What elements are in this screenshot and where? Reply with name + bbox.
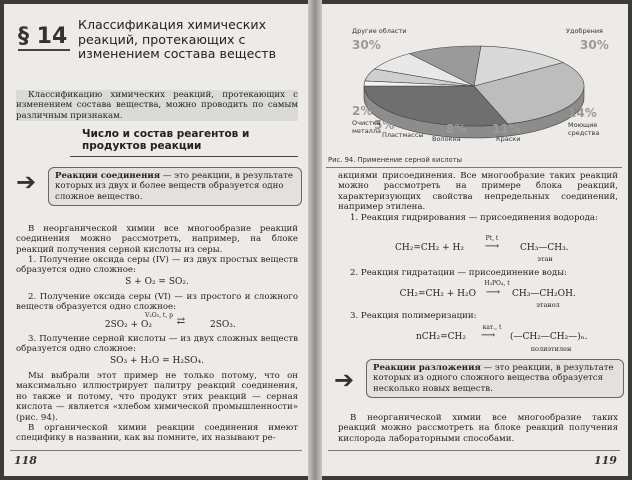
equation-3-product-name: полиэтилен [530, 345, 572, 353]
intro-paragraph: Классификацию химических реакций, протекающих с изменением состава вещества, можно проводить по самым различным признакам. [16, 90, 298, 121]
step-1-text: 1. Реакция гидрирования — присоединения водорода: [350, 213, 598, 223]
equation-2-product-name: этанол [536, 301, 560, 309]
reaction-arrow-icon: ⟶ [484, 241, 500, 252]
reaction-arrow-icon: ⟶ [480, 330, 496, 341]
pie-label-fertilizers: Удобрения [566, 27, 603, 35]
pie-label-fibers: Волокна [432, 135, 461, 143]
equation-2-condition: H₃PO₄, t [484, 280, 510, 287]
definition-box-decomposition [366, 359, 624, 398]
equation-2-left: CH₂=CH₂ + H₂O [399, 289, 476, 299]
pie-label-plastics: Пластмассы [382, 131, 424, 139]
step-3-text: 3. Получение серной кислоты — из двух сложных веществ образуется одно сложное: [16, 334, 298, 355]
footer-rule [10, 450, 302, 451]
equation-1-right: CH₃—CH₃. [520, 243, 569, 253]
footer-rule [328, 450, 620, 451]
equation-1: S + O₂ = SO₂. [125, 277, 189, 287]
pie-pct-paints: 11% [492, 122, 521, 136]
caption-rule [326, 167, 622, 168]
definition-text: — это реакции, в результате которых из одного сложного вещества образуется несколько новых веществ. [373, 363, 614, 394]
section-number: § 14 [18, 24, 70, 51]
equation-2-right: CH₃—CH₂OH. [512, 289, 576, 299]
left-page [4, 4, 308, 476]
page-number: 118 [14, 454, 37, 467]
paragraph-addition: акциями присоединения. Все многообразие таких реакций можно рассмотреть на примере блока реакций, характеризующих свойства непредельных соединений, например этилена. [338, 171, 618, 213]
paragraph-intro-inorganic: В неорганической химии все многообразие реакций соединения можно рассмотреть, например, на блоке реакций получения серной кислоты из серы. [16, 224, 298, 255]
pie-label-other: Другие области [352, 27, 407, 35]
pie-label-detergents: Моющие средства [568, 121, 600, 137]
figure-caption: Рис. 94. Применение серной кислоты [328, 156, 463, 164]
equation-2-condition: V₂O₅, t, p [145, 312, 173, 319]
definition-box-combination [48, 167, 302, 206]
equilibrium-arrow-icon: ⇄ [176, 316, 186, 327]
pie-label-metal: Очистка металла [352, 119, 381, 135]
equation-1-left: CH₂=CH₂ + H₂ [395, 243, 464, 253]
paragraph-organic: В органической химии реакции соединения имеют специфику в названии, как вы помните, их называют ре- [16, 423, 298, 444]
definition-text: — это реакции, в результате которых из двух и более веществ образуется одно сложное вещество. [55, 171, 293, 202]
pie-pct-other: 30% [352, 38, 381, 52]
pie-pct-fertilizers: 30% [580, 38, 609, 52]
equation-3-condition: кат., t [482, 324, 502, 331]
paragraph-decomposition: В неорганической химии все многообразие таких реакций можно рассмотреть на блоке реакций получения кислорода лабораторными способами. [338, 413, 618, 444]
paragraph-choice: Мы выбрали этот пример не только потому, что он максимально иллюстрирует палитру реакций соединения, но также и потому, что продукт этих реакций — серная кислота — является «хлебом химической промышленности» (рис. 94). [16, 371, 298, 423]
equation-3-right: (—CH₂—CH₂—)ₙ. [510, 332, 588, 342]
arrow-right-icon: ➔ [16, 168, 37, 196]
equation-3: SO₃ + H₂O = H₂SO₄. [110, 356, 204, 366]
reaction-arrow-icon: ⟶ [485, 287, 501, 298]
right-page [322, 4, 628, 476]
pie-label-paints: Краски [496, 135, 521, 143]
equation-2-left: 2SO₂ + O₂ [104, 320, 152, 330]
subheading-rule [70, 156, 298, 157]
definition-term: Реакции соединения [55, 171, 161, 181]
step-3-text: 3. Реакция полимеризации: [350, 311, 477, 321]
step-2-text: 2. Получение оксида серы (VI) — из простого и сложного веществ образуется одно сложное: [16, 292, 298, 313]
pie-pct-plastics: 5% [374, 118, 395, 132]
equation-1-condition: Pt, t [485, 235, 499, 242]
definition-term: Реакции разложения [373, 363, 481, 373]
equation-3-left: nCH₂=CH₂ [415, 332, 466, 342]
pie-pct-detergents: 14% [568, 106, 597, 120]
subheading: Число и состав реагентов и продуктов реакции [82, 128, 250, 152]
equation-1-product-name: этан [537, 255, 553, 263]
pie-pct-metal: 2% [352, 104, 373, 118]
section-title: Классификация химических реакций, протекающих с изменением состава веществ [78, 17, 276, 61]
step-1-text: 1. Получение оксида серы (IV) — из двух простых веществ образуется одно сложное: [16, 255, 298, 276]
arrow-right-icon: ➔ [334, 366, 355, 394]
step-2-text: 2. Реакция гидратации — присоединение воды: [350, 268, 567, 278]
equation-2-right: 2SO₃. [210, 320, 236, 330]
pie-pct-fibers: 8% [446, 122, 467, 136]
page-number: 119 [594, 454, 617, 467]
book-gutter [308, 0, 322, 480]
